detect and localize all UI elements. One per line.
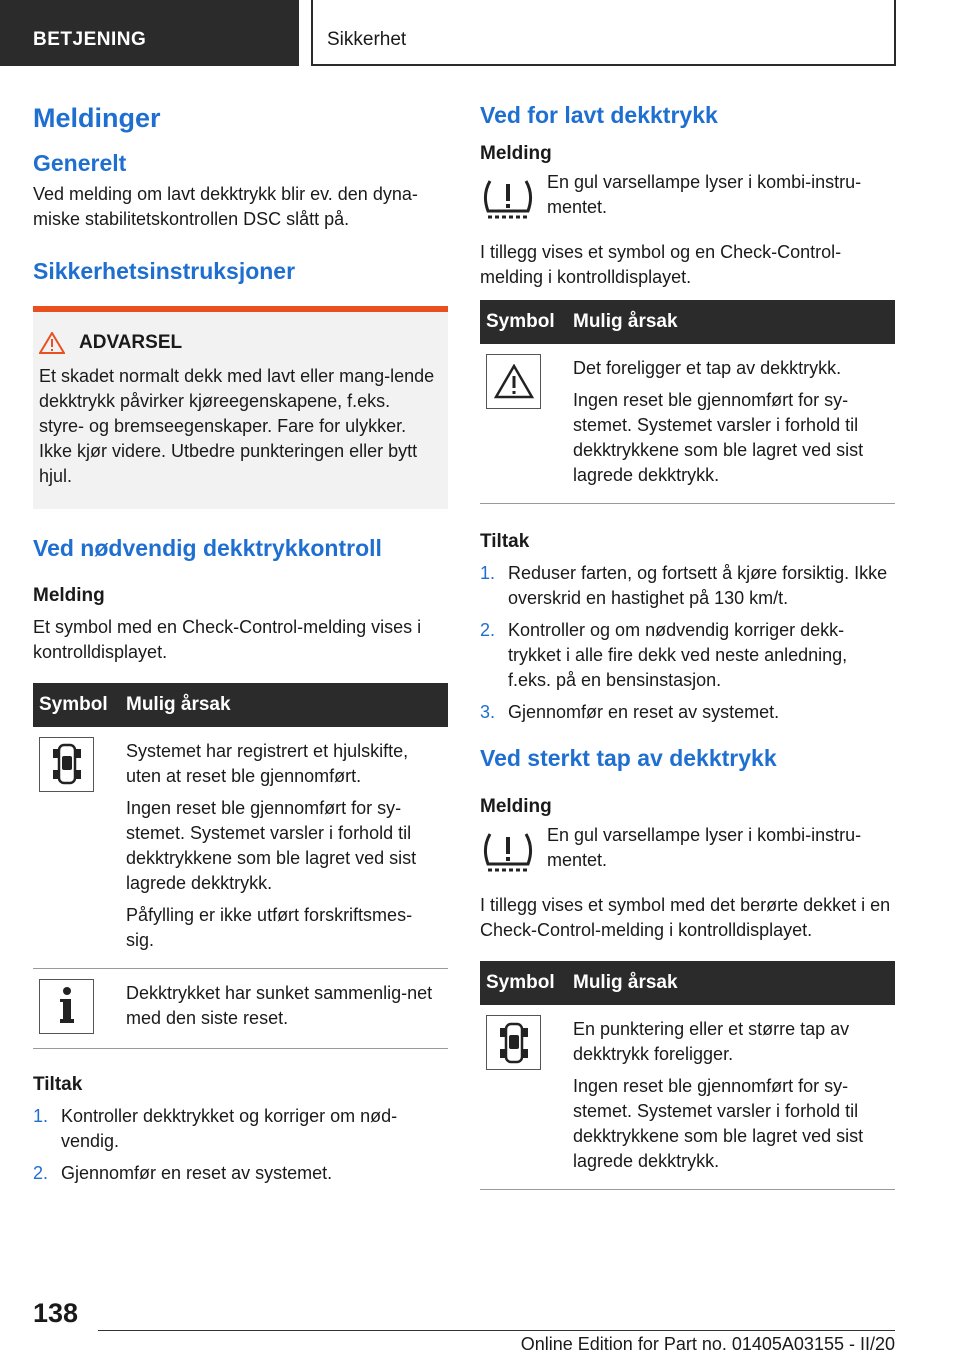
cause-text: Det foreligger et tap av dekktrykk. [573, 358, 842, 379]
cause-text: Ingen reset ble gjennomført for sy-stemet. Systemet varsler i forhold til dekktrykkene som ble lagret ved sist lagrede dekktrykk. [573, 1076, 864, 1172]
cause-text: Ingen reset ble gjennomført for sy-stemet. Systemet varsler i forhold til dekktrykkene som ble lagret ved sist lagrede dekktrykk. [573, 390, 864, 486]
symbol-table-heavy [480, 961, 895, 1190]
heading-heavy-loss: Ved sterkt tap av dekktrykk [480, 744, 777, 771]
cause-text: Dekktrykket har sunket sammenlig-net med den siste reset. [126, 982, 433, 1028]
chapter-tab: Sikkerhet [311, 0, 896, 66]
col-cause: Mulig årsak [120, 683, 448, 727]
extra-text: I tillegg vises et symbol med det berørte dekket i en Check-Control-melding i kontrolldisplayet. [480, 895, 891, 941]
lamp-text: En gul varsellampe lyser i kombi-instru-mentet. [547, 825, 862, 871]
general-text: Ved melding om lavt dekktrykk blir ev. den dyna-miske stabilitetskontrollen DSC slått på. [33, 183, 418, 229]
col-cause: Mulig årsak [567, 300, 895, 344]
list-item: 2. Gjennomfør en reset av systemet. [33, 1162, 333, 1183]
warning-text: Et skadet normalt dekk med lavt eller mang-lende dekktrykk påvirker kjøreegenskapene, f.eks. styre- og bremseegenskaper. Fare for ulykker. Ikke kjør videre. Utbedre punkteringen eller bytt hjul. [39, 365, 435, 486]
heading-safety: Sikkerhetsinstruksjoner [33, 257, 296, 284]
list-item: 1. Kontroller dekktrykket og korriger om nød-vendig. [33, 1105, 398, 1151]
table-row [33, 727, 448, 969]
car-tire-icon [496, 1021, 532, 1065]
measures-label: Tiltak [33, 1073, 83, 1095]
footer-edition: Online Edition for Part no. 01405A03155 - II/20 [520, 1334, 895, 1354]
info-icon [57, 986, 77, 1026]
page-header [0, 0, 960, 66]
list-item: 3. Gjennomfør en reset av systemet. [480, 701, 780, 722]
cause-text: En punktering eller et større tap av dekktrykk foreligger. [573, 1019, 850, 1065]
lamp-text: En gul varsellampe lyser i kombi-instru-mentet. [547, 172, 862, 218]
warning-title: ADVARSEL [79, 331, 183, 353]
car-tire-icon [49, 742, 85, 786]
measures-list [480, 561, 895, 725]
symbol-table-low [480, 300, 895, 504]
heading-needed-check: Ved nødvendig dekktrykkontroll [33, 534, 382, 561]
left-column [33, 96, 448, 1193]
heading-general: Generelt [33, 150, 127, 177]
list-item: 2. Kontroller og om nødvendig korriger dekk-trykket i alle fire dekk ved neste anledning, f.eks. på en bensinstasjon. [480, 619, 848, 690]
warning-triangle-icon [39, 332, 65, 354]
message-label: Melding [33, 585, 105, 607]
cause-text: Ingen reset ble gjennomført for sy-stemet. Systemet varsler i forhold til dekktrykkene som ble lagret ved sist lagrede dekktrykk. [126, 797, 417, 893]
page-title: Meldinger [33, 103, 161, 133]
col-symbol: Symbol [480, 961, 567, 1005]
cause-text: Systemet har registrert et hjulskifte, uten at reset ble gjennomført. [126, 740, 409, 786]
extra-text: I tillegg vises et symbol og en Check-Control-melding i kontrolldisplayet. [480, 242, 842, 288]
table-row [33, 968, 448, 1048]
col-symbol: Symbol [33, 683, 120, 727]
symbol-table-check [33, 683, 448, 1049]
table-row [480, 1005, 895, 1190]
col-cause: Mulig årsak [567, 961, 895, 1005]
measures-label: Tiltak [480, 531, 530, 553]
cause-text: Påfylling er ikke utført forskriftsmes-sig. [126, 904, 413, 950]
table-row [480, 344, 895, 504]
warning-box [33, 306, 448, 509]
warning-triangle-icon [494, 364, 534, 400]
message-label: Melding [480, 795, 552, 817]
message-text: Et symbol med en Check-Control-melding vises i kontrolldisplayet. [33, 616, 422, 662]
measures-list [33, 1104, 448, 1186]
heading-low-pressure: Ved for lavt dekktrykk [480, 102, 718, 128]
list-item: 1. Reduser farten, og fortsett å kjøre forsiktig. Ikke overskrid en hastighet på 130 km/t. [480, 562, 888, 608]
right-column [480, 96, 895, 1190]
tire-pressure-warning-icon [480, 175, 536, 225]
tire-pressure-warning-icon [480, 828, 536, 878]
message-label: Melding [480, 142, 552, 164]
page-number: 138 [33, 1298, 79, 1328]
footer-divider [98, 1330, 895, 1331]
col-symbol: Symbol [480, 300, 567, 344]
section-tab: BETJENING [0, 0, 299, 66]
